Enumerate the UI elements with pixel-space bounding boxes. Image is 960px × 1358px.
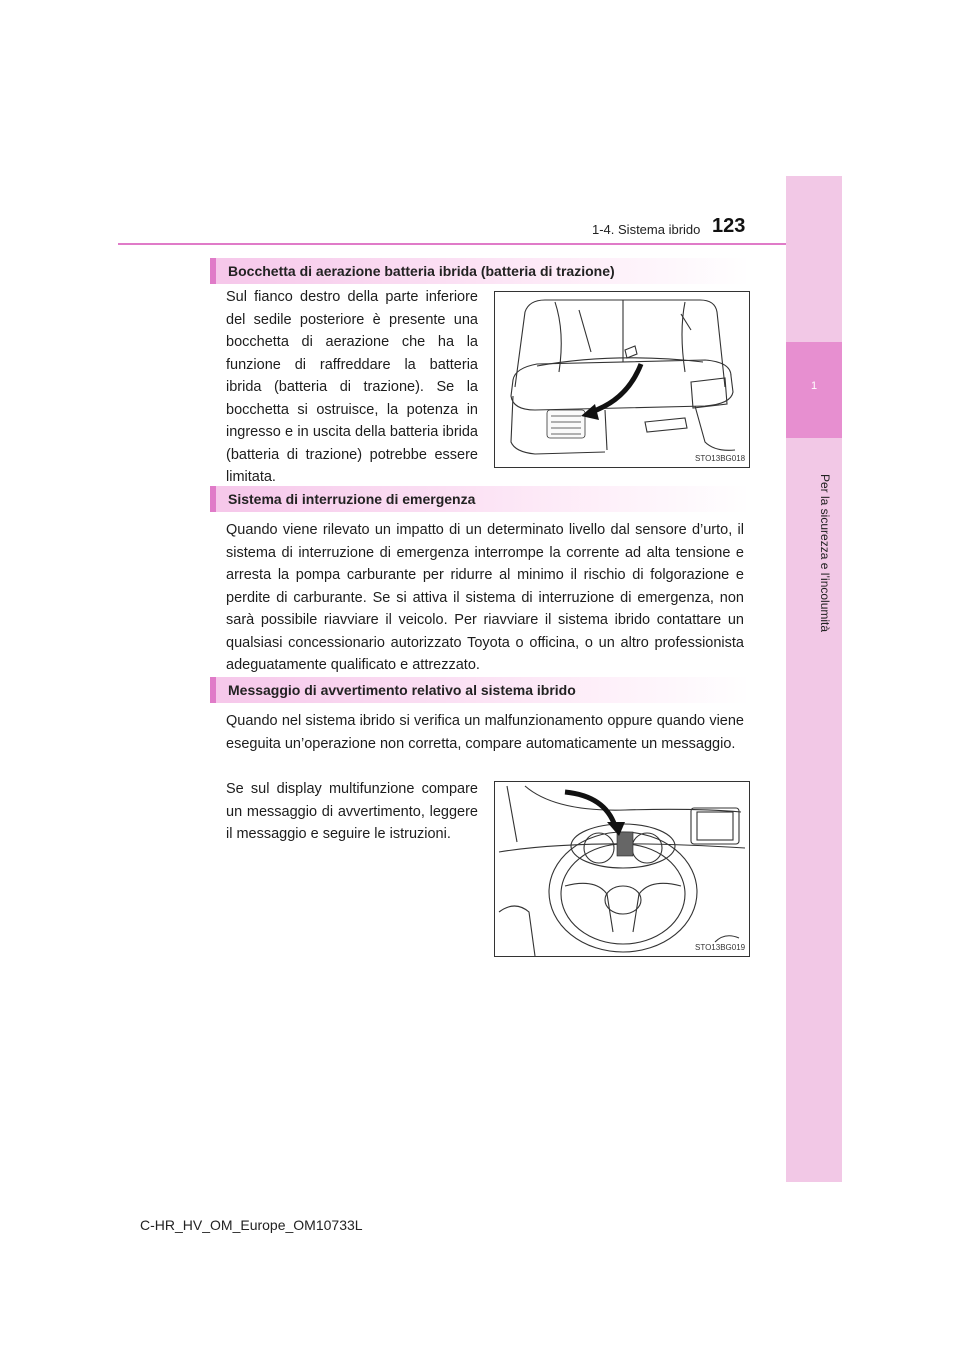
emergency-shutoff-text: Quando viene rilevato un impatto di un determinato livello dal sensore d’urto, il sistema di interruzione di emergenza interrompe la corrente ad alta tensione e arresta la pompa carburante per ridurre al minimo il rischio di folgorazione e perdite di carburante. Se si attiva il sistema di interruzione di emergenza, non sarà possibile riavviare il veicolo. Per riavviare il sistema ibrido contattare un qualsiasi concessionario autorizzato Toyota o officina, o un altro professionista adeguatamente qualificato e attrezzato.: [226, 522, 744, 673]
header-divider: [118, 243, 786, 245]
heading-warning-message: Messaggio di avvertimento relativo al sistema ibrido: [210, 677, 750, 703]
chapter-title: Per la sicurezza e l’incolumità: [818, 474, 832, 633]
warning-message-text: Quando nel sistema ibrido si verifica un malfunzionamento oppure quando viene eseguita un’operazione non corretta, compare automaticamente un messaggio.: [226, 713, 744, 752]
heading-emergency-shutoff: Sistema di interruzione di emergenza: [210, 486, 750, 512]
rear-seat-vent-illustration: [494, 291, 750, 468]
dashboard-display-illustration: [494, 781, 750, 957]
chapter-number: 1: [810, 380, 818, 392]
heading-battery-vent: Bocchetta di aerazione batteria ibrida (batteria di trazione): [210, 258, 750, 284]
figure-code: STO13BG019: [695, 943, 746, 952]
figure-code: STO13BG018: [695, 454, 746, 463]
section-title: 1-4. Sistema ibrido: [592, 222, 701, 237]
chapter-side-tab: [786, 176, 842, 1182]
dashboard-drawing: [495, 782, 749, 956]
document-code: C-HR_HV_OM_Europe_OM10733L: [140, 1217, 363, 1233]
rear-seat-vent-drawing: [495, 292, 749, 467]
warning-message-instructions: Se sul display multifunzione compare un messaggio di avvertimento, leggere il messaggio e seguire le istruzioni.: [226, 781, 478, 842]
battery-vent-text: Sul fianco destro della parte inferiore del sedile posteriore è presente una bocchetta di aerazione che ha la funzione di raffreddare la batteria ibrida (batteria di trazione). Se la bocchetta si ostruisce, la potenza in ingresso e in uscita della batteria ibrida (batteria di trazione) potrebbe essere limitata.: [226, 289, 478, 485]
page-number: 123: [712, 215, 746, 237]
